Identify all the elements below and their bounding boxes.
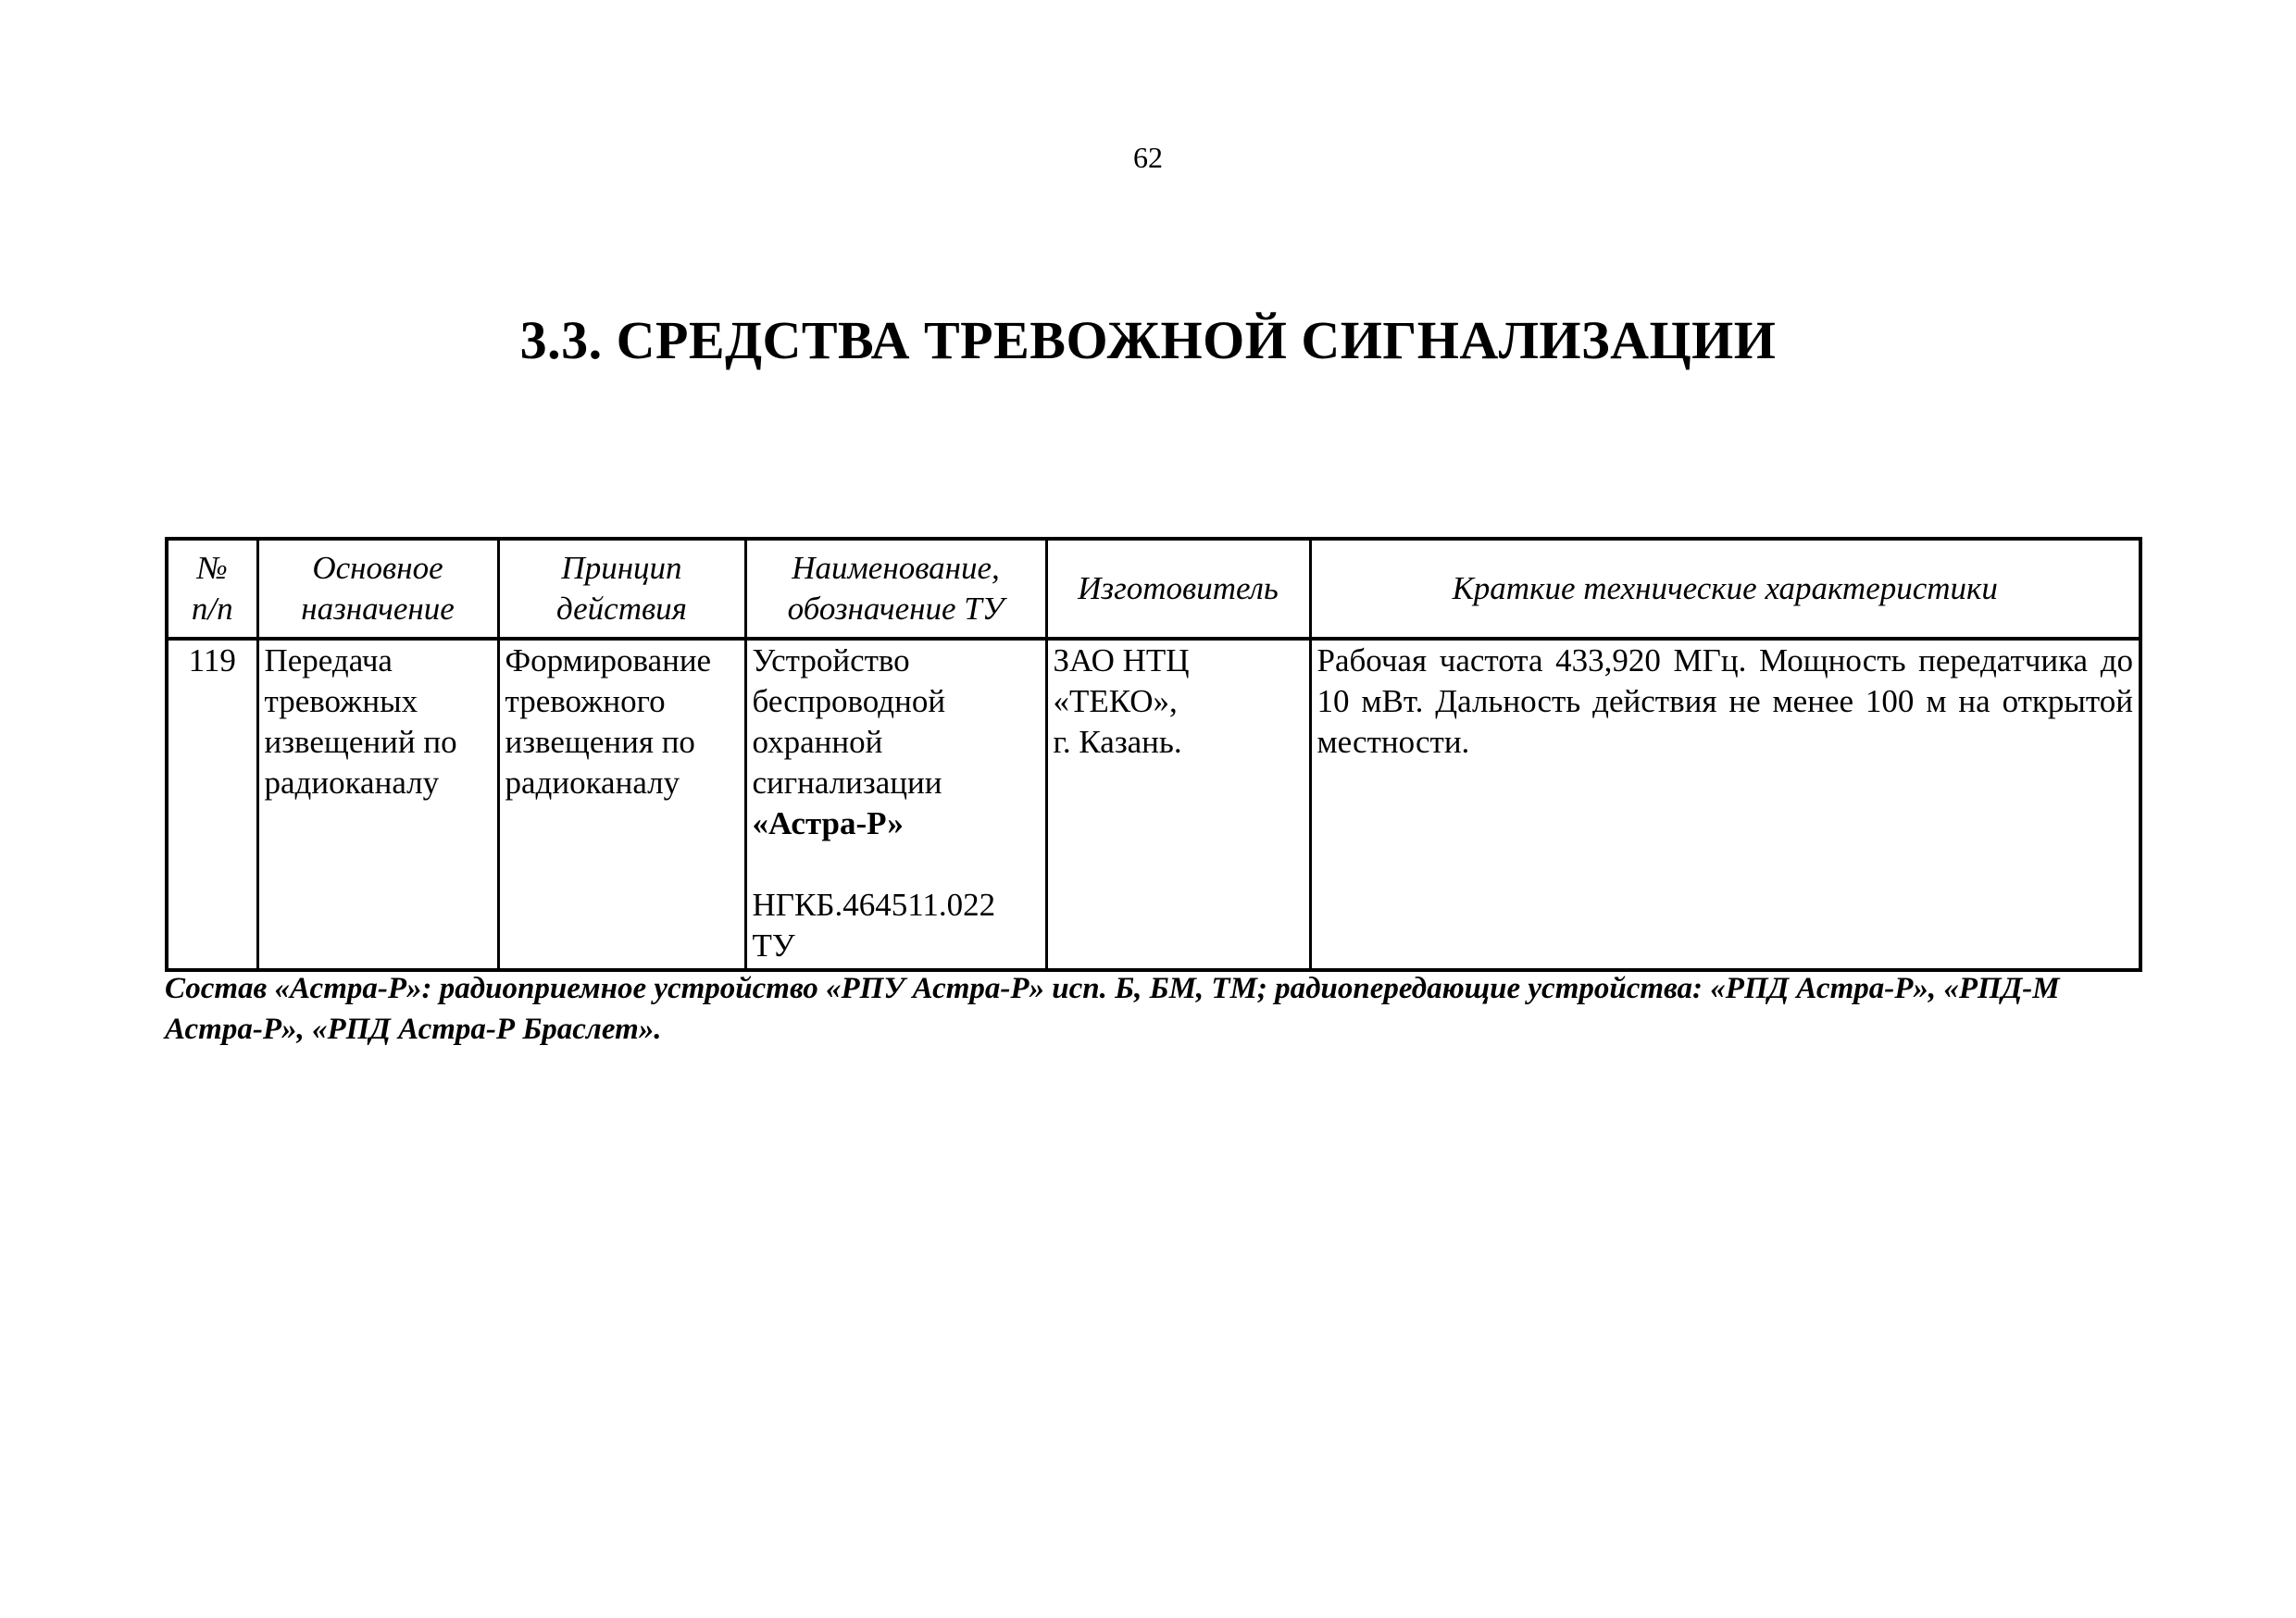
row-purpose: Передача тревожных извещений по радиоканалу [257, 639, 498, 970]
header-characteristics: Краткие технические характеристики [1310, 539, 2140, 639]
row-manufacturer-line1: ЗАО НТЦ [1053, 642, 1190, 678]
header-purpose-line2: назначение [301, 591, 455, 627]
header-number-line2: п/п [191, 591, 233, 627]
row-manufacturer [1046, 639, 1310, 970]
header-name-line2: обозначение ТУ [787, 591, 1004, 627]
equipment-table [165, 537, 2142, 972]
row-principle: Формирование тревожного извещения по радиоканалу [498, 639, 745, 970]
row-number: 119 [167, 639, 257, 970]
header-name-line1: Наименование, [792, 550, 1000, 586]
row-name-tu-code: НГКБ.464511.022 ТУ [752, 887, 996, 964]
header-principle-line1: Принцип [561, 550, 682, 586]
row-manufacturer-line2: «ТЕКО», [1053, 683, 1178, 719]
row-name [745, 639, 1046, 970]
header-manufacturer: Изготовитель [1046, 539, 1310, 639]
header-purpose [257, 539, 498, 639]
row-manufacturer-line3: г. Казань. [1053, 724, 1182, 760]
header-principle-line2: действия [556, 591, 687, 627]
table-header-row [167, 539, 2140, 639]
header-name [745, 539, 1046, 639]
header-purpose-line1: Основное [312, 550, 443, 586]
header-principle [498, 539, 745, 639]
header-number-line1: № [196, 550, 228, 586]
row-characteristics: Рабочая частота 433,920 МГц. Мощность передатчика до 10 мВт. Дальность действия не менее 100 м на открытой местности. [1310, 639, 2140, 970]
row-name-description: Устройство беспроводной охранной сигнализации [752, 642, 946, 801]
table-row [167, 639, 2140, 970]
section-title: 3.3. СРЕДСТВА ТРЕВОЖНОЙ СИГНАЛИЗАЦИИ [519, 310, 1777, 370]
composition-note: Состав «Астра-Р»: радиоприемное устройство «РПУ Астра-Р» исп. Б, БМ, ТМ; радиопередающие устройства: «РПД Астра-Р», «РПД-М Астра-Р», «РПД Астра-Р Браслет». [165, 972, 2060, 1046]
page-number: 62 [1133, 141, 1163, 174]
row-name-product: «Астра-Р» [752, 805, 904, 841]
header-number [167, 539, 257, 639]
